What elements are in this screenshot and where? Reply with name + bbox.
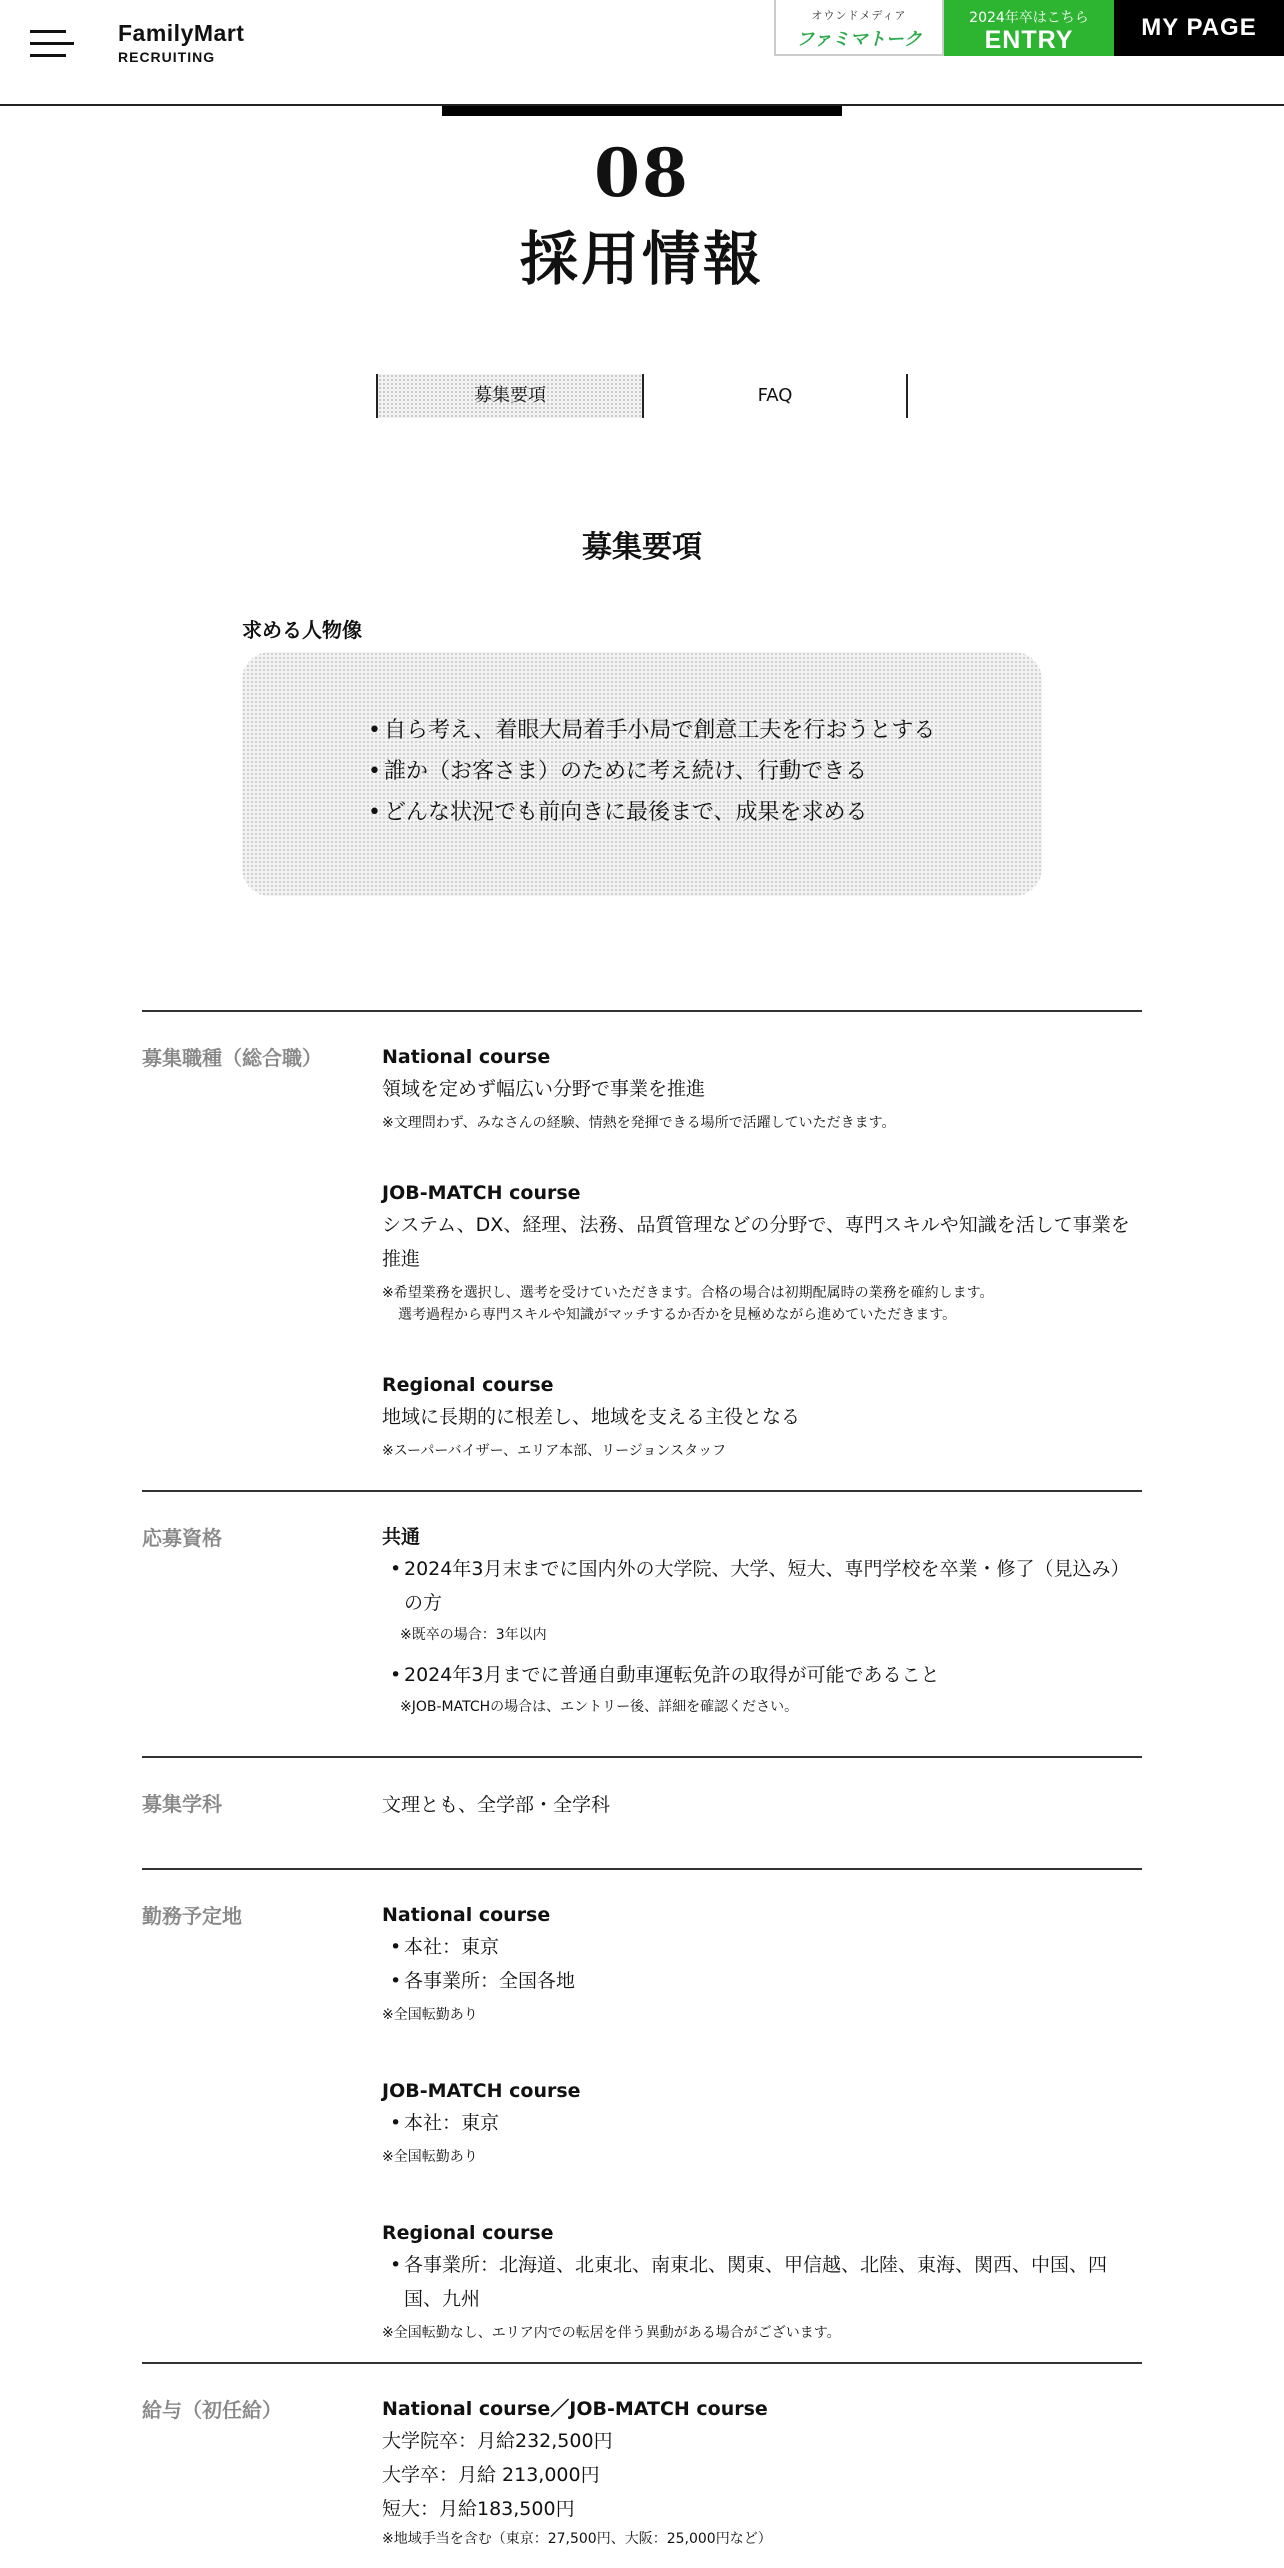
location-note: ※全国転勤なし、エリア内での転居を伴う異動がある場合がございます。 (382, 2325, 841, 2341)
row-body (382, 1012, 1142, 1490)
salary-line: 短大：月給183,500円 (382, 2498, 575, 2520)
course-title: JOB-MATCH course (382, 1182, 581, 1204)
course-note: ※希望業務を選択し、選考を受けていただきます。合格の場合は初期配属時の業務を確約します。 (382, 1285, 994, 1301)
row-job-types (142, 1010, 1142, 1490)
salary-note: ※地域手当を含む（東京：27,500円、大阪：25,000円など） (382, 2531, 772, 2547)
owned-media-button[interactable] (774, 0, 944, 56)
row-label: 応募資格 (142, 1526, 222, 1550)
location-item: • 各事業所：北海道、北東北、南東北、関東、甲信越、北陸、東海、関西、中国、四国、九州 (382, 2248, 1142, 2316)
entry-label: ENTRY (984, 26, 1074, 54)
course-regional (382, 1370, 1142, 1462)
course-title: JOB-MATCH course (382, 2080, 581, 2102)
location-item: • 本社：東京 (382, 1930, 1142, 1964)
row-label: 募集学科 (142, 1792, 222, 1816)
course-national (382, 1042, 1142, 1134)
requirements-table (142, 1010, 1142, 2562)
location-jobmatch (382, 2076, 1142, 2168)
location-national (382, 1900, 1142, 2026)
row-location (142, 1868, 1142, 2362)
section-accent-bar (442, 106, 842, 116)
location-item: • 各事業所：全国各地 (382, 1964, 1142, 1998)
persona-label: 求める人物像 (242, 618, 362, 642)
row-label: 募集職種（総合職） (142, 1046, 322, 1070)
persona-item: • 誰か（お客さま）のために考え続け、行動できる (368, 751, 1042, 792)
course-note: ※文理問わず、みなさんの経験、情熱を発揮できる場所で活躍していただきます。 (382, 1115, 896, 1131)
tab-requirements[interactable]: 募集要項 (376, 374, 642, 418)
row-qualification (142, 1490, 1142, 1756)
row-body (382, 1492, 1142, 1756)
menu-icon[interactable] (30, 28, 78, 60)
course-title: Regional course (382, 2222, 554, 2244)
menu-line (30, 30, 66, 33)
qualification-title: 共通 (382, 1526, 421, 1548)
salary-line: 大学卒：月給 213,000円 (382, 2464, 600, 2486)
row-body (382, 1758, 1142, 1868)
logo-sub: RECRUITING (118, 49, 216, 65)
site-logo[interactable] (118, 20, 244, 65)
entry-button[interactable] (944, 0, 1114, 56)
requirements-heading: 募集要項 (582, 530, 702, 565)
course-note: ※スーパーバイザー、エリア本部、リージョンスタッフ (382, 1443, 727, 1459)
qualification-note: ※既卒の場合：3年以内 (400, 1627, 547, 1643)
location-note: ※全国転勤あり (382, 2149, 478, 2165)
row-departments (142, 1756, 1142, 1868)
salary-title: National course／JOB-MATCH course (382, 2398, 768, 2420)
qualification-item: • 2024年3月までに普通自動車運転免許の取得が可能であること (382, 1658, 1142, 1692)
course-desc: システム、DX、経理、法務、品質管理などの分野で、専門スキルや知識を活して事業を推進 (382, 1214, 1130, 1270)
logo-main: FamilyMart (118, 20, 245, 46)
menu-line (30, 54, 66, 57)
course-title: Regional course (382, 1374, 554, 1396)
course-desc: 地域に長期的に根差し、地域を支える主役となる (382, 1406, 801, 1428)
mypage-button[interactable]: MY PAGE (1114, 0, 1284, 56)
course-note: 選考過程から専門スキルや知識がマッチするか否かを見極めながら進めていただきます。 (398, 1307, 957, 1323)
location-note: ※全国転勤あり (382, 2007, 478, 2023)
owned-media-sub: オウンドメディア (811, 9, 907, 22)
section-number: 08 (594, 134, 690, 212)
location-item: • 本社：東京 (382, 2106, 1142, 2140)
entry-sub: 2024年卒はこちら (969, 10, 1089, 26)
course-title: National course (382, 1904, 551, 1926)
salary-line: 大学院卒：月給232,500円 (382, 2430, 613, 2452)
departments-value: 文理とも、全学部・全学科 (382, 1794, 611, 1816)
section-title: 採用情報 (519, 225, 764, 293)
course-desc: 領域を定めず幅広い分野で事業を推進 (382, 1078, 706, 1100)
persona-item: • どんな状況でも前向きに最後まで、成果を求める (368, 792, 1042, 833)
course-title: National course (382, 1046, 551, 1068)
menu-line (30, 42, 74, 45)
qualification-note: ※JOB-MATCHの場合は、エントリー後、詳細を確認ください。 (400, 1699, 799, 1715)
course-jobmatch (382, 1178, 1142, 1326)
row-label: 給与（初任給） (142, 2398, 282, 2422)
row-label: 勤務予定地 (142, 1904, 242, 1928)
tab-bar (376, 374, 908, 418)
row-body (382, 2364, 1142, 2562)
qualification-item: • 2024年3月末までに国内外の大学院、大学、短大、専門学校を卒業・修了（見込み）の方 (382, 1552, 1142, 1620)
owned-media-logo: ファミマトーク (796, 29, 922, 50)
persona-item: • 自ら考え、着眼大局着手小局で創意工夫を行おうとする (368, 710, 1042, 751)
tab-faq[interactable]: FAQ (642, 374, 908, 418)
row-body (382, 1870, 1142, 2362)
location-regional (382, 2218, 1142, 2344)
persona-box (242, 652, 1042, 896)
row-salary (142, 2362, 1142, 2562)
site-header (0, 0, 1284, 106)
